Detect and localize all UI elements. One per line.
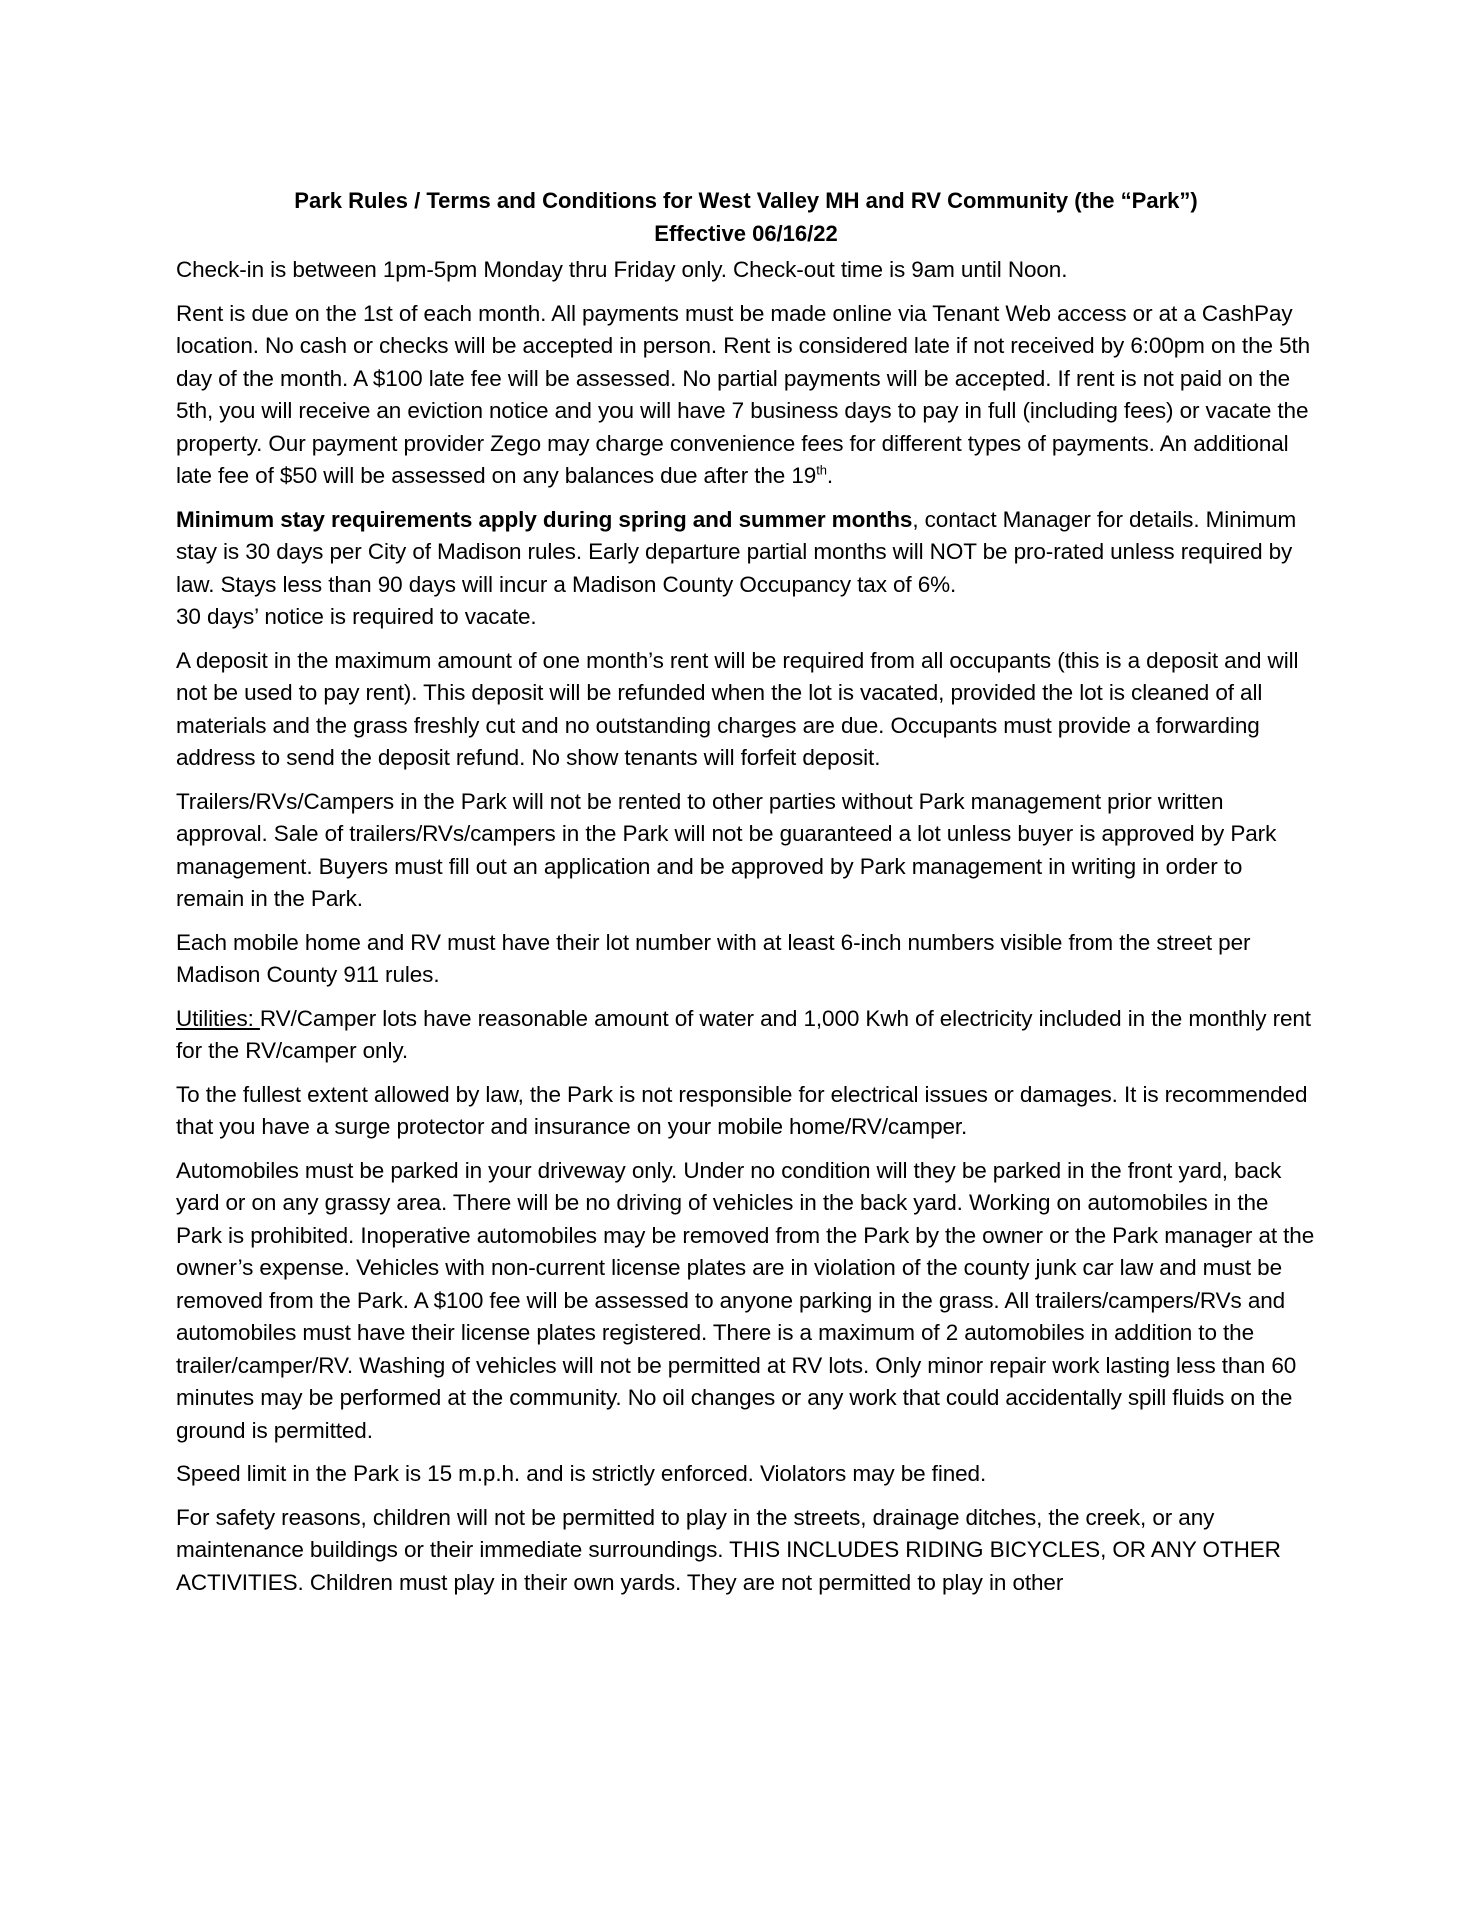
lot-number-paragraph: Each mobile home and RV must have their lot number with at least 6-inch numbers visible from the street per Madison County 911 rules.	[176, 929, 1251, 987]
trailers-paragraph: Trailers/RVs/Campers in the Park will not be rented to other parties without Park management prior written approval. Sale of trailers/RVs/campers in the Park will not be guaranteed a lot unless buyer is approved by Park management. Buyers must fill out an application and be approved by Park management in writing in order to remain in the Park.	[176, 788, 1277, 911]
utilities-text: RV/Camper lots have reasonable amount of water and 1,000 Kwh of electricity included in the monthly rent for the RV/camper only.	[176, 1005, 1311, 1063]
automobiles-paragraph: Automobiles must be parked in your driveway only. Under no condition will they be parked in the front yard, back yard or on any grassy area. There will be no driving of vehicles in the back yard. Working on automobiles in the Park is prohibited. Inoperative automobiles may be removed from the Park by the owner or the Park manager at the owner’s expense. Vehicles with non-current license plates are in violation of the county junk car law and must be removed from the Park. A $100 fee will be assessed to anyone parking in the grass. All trailers/campers/RVs and automobiles must have their license plates registered. There is a maximum of 2 automobiles in addition to the trailer/camper/RV. Washing of vehicles will not be permitted at RV lots. Only minor repair work lasting less than 60 minutes may be performed at the community. No oil changes or any work that could accidentally spill fluids on the ground is permitted.	[176, 1157, 1315, 1443]
utilities-label: Utilities:	[176, 1005, 260, 1031]
rent-end: .	[826, 463, 834, 488]
deposit-paragraph: A deposit in the maximum amount of one month’s rent will be required from all occupants (this is a deposit and will not be used to pay rent). This deposit will be refunded when the lot is vacated, provided the lot is cleaned of all materials and the grass freshly cut and no outstanding charges are due. Occupants must provide a forwarding address to send the deposit refund. No show tenants will forfeit deposit.	[176, 647, 1299, 770]
document-title: Park Rules / Terms and Conditions for West Valley MH and RV Community (the “Park”)	[294, 188, 1198, 213]
children-paragraph: For safety reasons, children will not be permitted to play in the streets, drainage ditches, the creek, or any maintenance buildings or their immediate surroundings. THIS INCLUDES RIDING BICYCLES, OR ANY OTHER ACTIVITIES. Children must play in their own yards. They are not permitted to play in other	[176, 1504, 1281, 1595]
rent-superscript: th	[816, 462, 827, 478]
speed-limit-paragraph: Speed limit in the Park is 15 m.p.h. and is strictly enforced. Violators may be fined.	[176, 1461, 987, 1486]
checkin-paragraph: Check-in is between 1pm-5pm Monday thru Friday only. Check-out time is 9am until Noon.	[176, 257, 1068, 282]
notice-text: 30 days’ notice is required to vacate.	[176, 604, 537, 629]
minimum-stay-text: , contact Manager for details. Minimum stay is 30 days per City of Madison rules. Early departure partial months will NOT be pro-rated unless required by law. Stays less than 90 days will incur a Madison County Occupancy tax of 6%.	[176, 506, 1297, 597]
electrical-paragraph: To the fullest extent allowed by law, the Park is not responsible for electrical issues or damages. It is recommended that you have a surge protector and insurance on your mobile home/RV/camper.	[176, 1081, 1308, 1139]
rent-text: Rent is due on the 1st of each month. All payments must be made online via Tenant Web access or at a CashPay location. No cash or checks will be accepted in person. Rent is considered late if not received by 6:00pm on the 5th day of the month. A $100 late fee will be assessed. No partial payments will be accepted. If rent is not paid on the 5th, you will receive an eviction notice and you will have 7 business days to pay in full (including fees) or vacate the property. Our payment provider Zego may charge convenience fees for different types of payments. An additional late fee of $50 will be assessed on any balances due after the 19	[176, 300, 1311, 488]
minimum-stay-paragraph	[176, 504, 1316, 634]
document-page	[176, 184, 1316, 1610]
effective-date: Effective 06/16/22	[654, 221, 838, 246]
rent-paragraph	[176, 298, 1316, 493]
minimum-stay-heading: Minimum stay requirements apply during spring and summer months	[176, 506, 913, 532]
utilities-paragraph	[176, 1003, 1316, 1068]
